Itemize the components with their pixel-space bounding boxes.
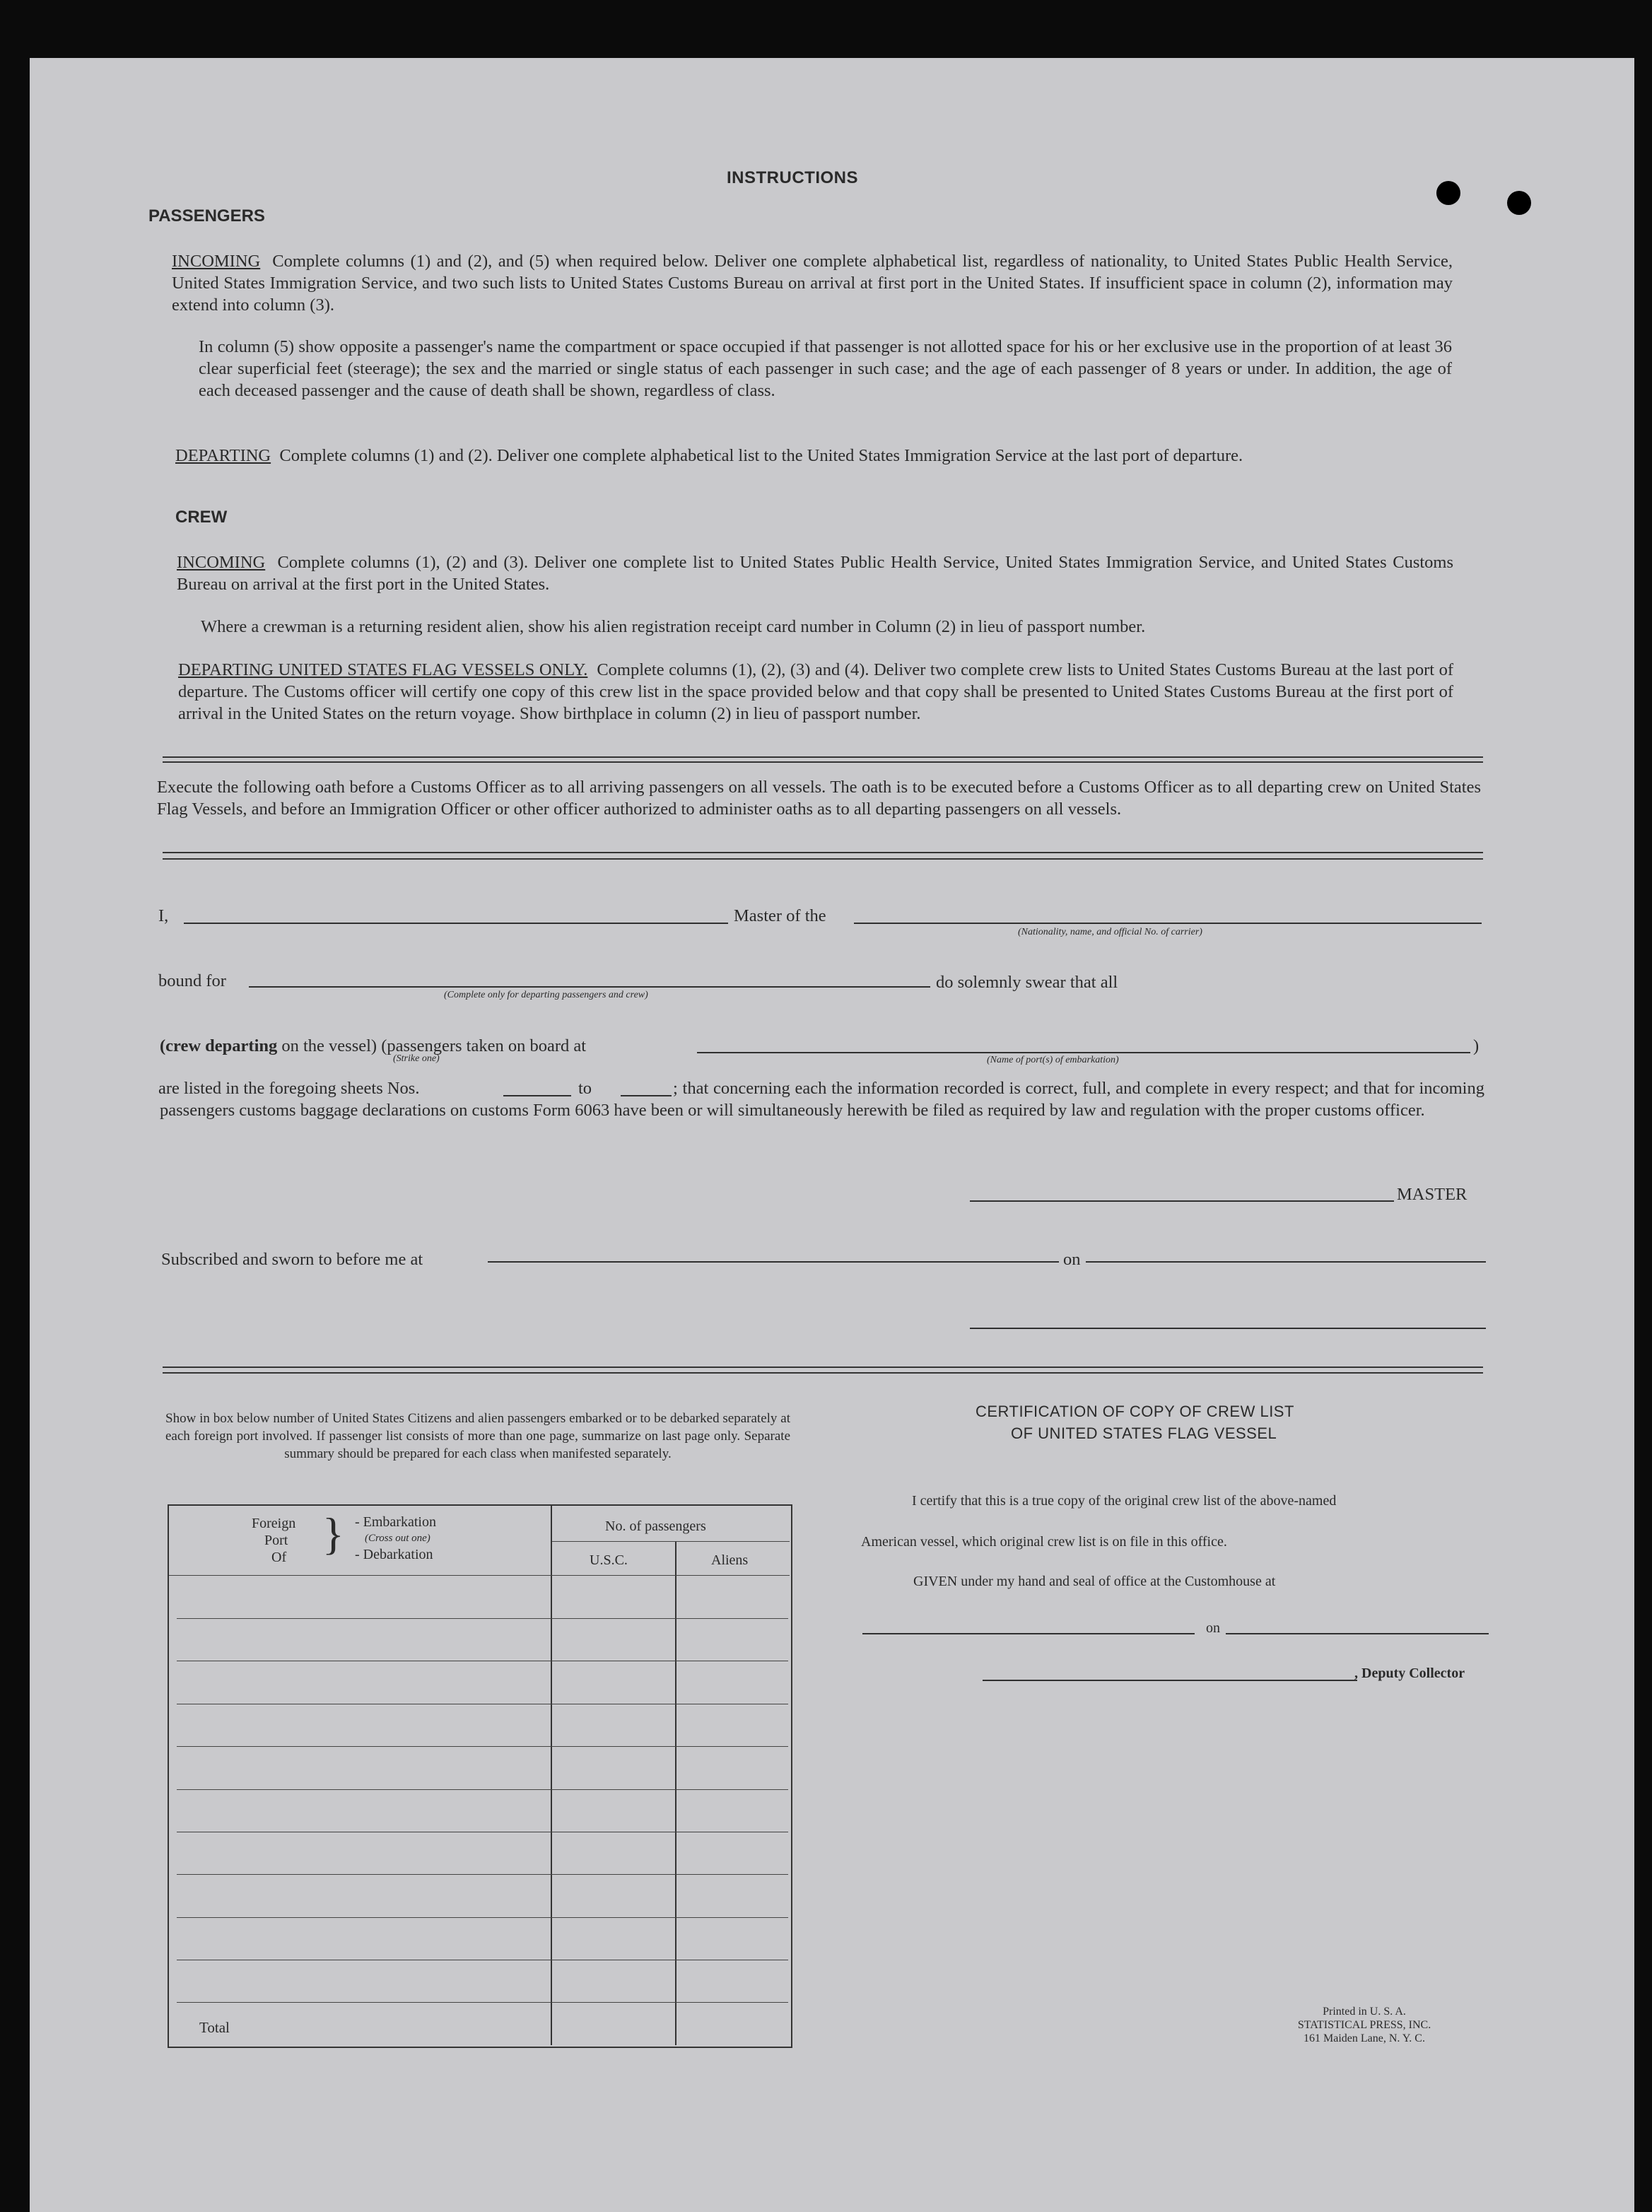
- sworn-date-field[interactable]: [1086, 1261, 1486, 1263]
- column5-paragraph: In column (5) show opposite a passenger's name the compartment or space occupied if that passenger is not allotted space for his or her exclusive use in the proportion of at least 36 clear superficial feet (steerage); the sex and the married or single status of each passenger in such case; and the age of each passenger of 8 years or under. In addition, the age of each deceased passenger and the cause of death shall be shown, regardless of class.: [199, 337, 1452, 400]
- table-row-rule: [177, 1618, 788, 1619]
- oath-instructions: Execute the following oath before a Customs Officer as to all arriving passengers on all vessels. The oath is to be executed before a Customs Officer as to all departing crew on United States Flag Vessels, and before an Immigration Officer or other officer authorized to administer oaths as to all departing passengers on all vessels.: [157, 778, 1481, 819]
- table-row-rule: [177, 1874, 788, 1875]
- passenger-summary-table: [168, 1504, 792, 2048]
- departing-label: DEPARTING: [175, 446, 271, 465]
- table-divider-1: [551, 1506, 552, 2045]
- i-label: I,: [158, 906, 169, 925]
- strike-one-caption: (Strike one): [393, 1053, 440, 1064]
- printer-line-1: Printed in U. S. A.: [1323, 2006, 1406, 2018]
- oath-rule-2: [163, 858, 1483, 860]
- passengers-incoming-paragraph: [172, 250, 1453, 316]
- bound-for-label: bound for: [158, 971, 226, 990]
- table-header-rule: [169, 1575, 790, 1576]
- table-row-rule: [177, 1746, 788, 1747]
- deputy-signature-field[interactable]: [983, 1680, 1357, 1681]
- incoming-text: Complete columns (1) and (2), and (5) when required below. Deliver one complete alphabetical list, regardless of nationality, to United States Public Health Service, United States Immigration Service, and two such lists to United States Customs Bureau on arrival at first port in the United States. If insufficient space in column (2), information may extend into column (3).: [172, 252, 1453, 315]
- flag-vessels-text: Complete columns (1), (2), (3) and (4). Deliver two complete crew lists to United States Customs Bureau at the last port of departure. The Customs officer will certify one copy of this crew list in the space provided below and that copy shall be presented to United States Customs Bureau at the first port of arrival in the United States on the return voyage. Show birthplace in column (2) in lieu of passport number.: [178, 660, 1453, 723]
- crew-heading: CREW: [175, 508, 228, 527]
- punch-hole-right: [1507, 191, 1531, 215]
- of-label: Of: [271, 1550, 287, 1565]
- embarkation-caption: (Name of port(s) of embarkation): [987, 1055, 1119, 1065]
- punch-hole-left: [1436, 181, 1460, 205]
- foreign-label: Foreign: [252, 1516, 296, 1531]
- port-label: Port: [264, 1533, 288, 1548]
- usc-label: U.S.C.: [590, 1552, 628, 1568]
- oath-bottom-rule-2: [163, 1372, 1483, 1374]
- no-of-passengers-label: No. of passengers: [605, 1518, 706, 1534]
- flag-vessels-label: DEPARTING UNITED STATES FLAG VESSELS ONLY.: [178, 660, 588, 679]
- incoming-label: INCOMING: [172, 252, 261, 271]
- certification-on-label: on: [1206, 1620, 1220, 1636]
- customhouse-field[interactable]: [862, 1633, 1195, 1634]
- crew-incoming-paragraph: [177, 551, 1453, 595]
- master-of-the-label: Master of the: [734, 906, 826, 925]
- crew-departing-row: [160, 1035, 586, 1057]
- debarkation-label: - Debarkation: [355, 1547, 433, 1562]
- flag-vessels-paragraph: [178, 659, 1453, 725]
- embarkation-label: - Embarkation: [355, 1514, 436, 1530]
- departing-text: Complete columns (1) and (2). Deliver one complete alphabetical list to the United States Immigration Service at the last port of departure.: [279, 446, 1243, 465]
- master-signature-field[interactable]: [970, 1200, 1394, 1202]
- passengers-taken-text: (passengers taken on board at: [381, 1036, 587, 1055]
- embarkation-port-field[interactable]: [697, 1052, 1470, 1053]
- deputy-collector-label: , Deputy Collector: [1354, 1666, 1465, 1681]
- crewman-paragraph: Where a crewman is a returning resident alien, show his alien registration receipt card number in Column (2) in lieu of passport number.: [201, 617, 1146, 636]
- crew-incoming-text: Complete columns (1), (2) and (3). Deliver one complete list to United States Public Health Service, United States Immigration Service, and United States Customs Bureau on arrival at the first port in the United States.: [177, 553, 1453, 594]
- aliens-label: Aliens: [711, 1552, 749, 1568]
- table-row-rule: [177, 1789, 788, 1790]
- printer-line-3: 161 Maiden Lane, N. Y. C.: [1304, 2032, 1425, 2044]
- certify-text-2: American vessel, which original crew list is on file in this office.: [861, 1534, 1227, 1550]
- subscribed-label: Subscribed and sworn to before me at: [161, 1250, 423, 1269]
- bound-for-field[interactable]: [249, 986, 930, 988]
- officer-signature-field[interactable]: [970, 1328, 1486, 1329]
- printer-imprint: [1279, 2005, 1449, 2045]
- close-paren: ): [1473, 1036, 1480, 1055]
- section-rule-top-1: [163, 756, 1483, 758]
- brace-glyph: }: [322, 1509, 344, 1559]
- master-name-field[interactable]: [184, 923, 728, 924]
- printer-line-2: STATISTICAL PRESS, INC.: [1297, 2019, 1431, 2031]
- swear-text: do solemnly swear that all: [936, 973, 1118, 992]
- master-label: MASTER: [1397, 1185, 1468, 1204]
- table-divider-2: [675, 1541, 676, 2045]
- certification-date-field[interactable]: [1226, 1633, 1489, 1634]
- sworn-location-field[interactable]: [488, 1261, 1059, 1263]
- passenger-header-rule: [552, 1541, 790, 1542]
- sheets-text-a: are listed in the foregoing sheets Nos.: [158, 1079, 420, 1098]
- total-label: Total: [199, 2019, 230, 2036]
- crew-incoming-label: INCOMING: [177, 553, 266, 572]
- given-text: GIVEN under my hand and seal of office at the Customhouse at: [913, 1574, 1276, 1589]
- oath-rule-1: [163, 852, 1483, 853]
- passengers-heading: PASSENGERS: [148, 206, 265, 226]
- table-row-rule: [177, 2002, 788, 2003]
- certification-title-2: OF UNITED STATES FLAG VESSEL: [1011, 1424, 1277, 1442]
- certification-title-1: CERTIFICATION OF COPY OF CREW LIST: [976, 1403, 1294, 1420]
- sheets-to-label: to: [578, 1079, 592, 1098]
- on-the-vessel-text: on the vessel): [281, 1036, 377, 1055]
- cross-out-caption: (Cross out one): [365, 1533, 430, 1544]
- crew-departing-text: (crew departing: [160, 1036, 278, 1055]
- carrier-caption: (Nationality, name, and official No. of carrier): [1018, 927, 1202, 937]
- instructions-title: INSTRUCTIONS: [727, 168, 858, 187]
- sheets-text-b: ; that concerning each the information recorded is correct, full, and complete in every respect; and that for incoming passengers customs baggage declarations on customs Form 6063 have been or will simultaneously herewith be filed as required by law and regulation with the proper customs officer.: [160, 1079, 1484, 1120]
- table-row-rule: [177, 1917, 788, 1918]
- oath-bottom-rule-1: [163, 1367, 1483, 1368]
- bound-for-caption: (Complete only for departing passengers and crew): [444, 990, 648, 1000]
- summary-instructions: Show in box below number of United States Citizens and alien passengers embarked or to be debarked separately at each foreign port involved. If passenger list consists of more than one page, summarize on last page only. Separate summary should be prepared for each class when manifested separately.: [165, 1411, 790, 1461]
- section-rule-top-2: [163, 761, 1483, 763]
- certify-text-1: I certify that this is a true copy of the original crew list of the above-named: [912, 1493, 1337, 1509]
- carrier-field[interactable]: [854, 923, 1482, 924]
- passengers-departing-paragraph: [175, 445, 1452, 467]
- sworn-on-label: on: [1063, 1250, 1081, 1269]
